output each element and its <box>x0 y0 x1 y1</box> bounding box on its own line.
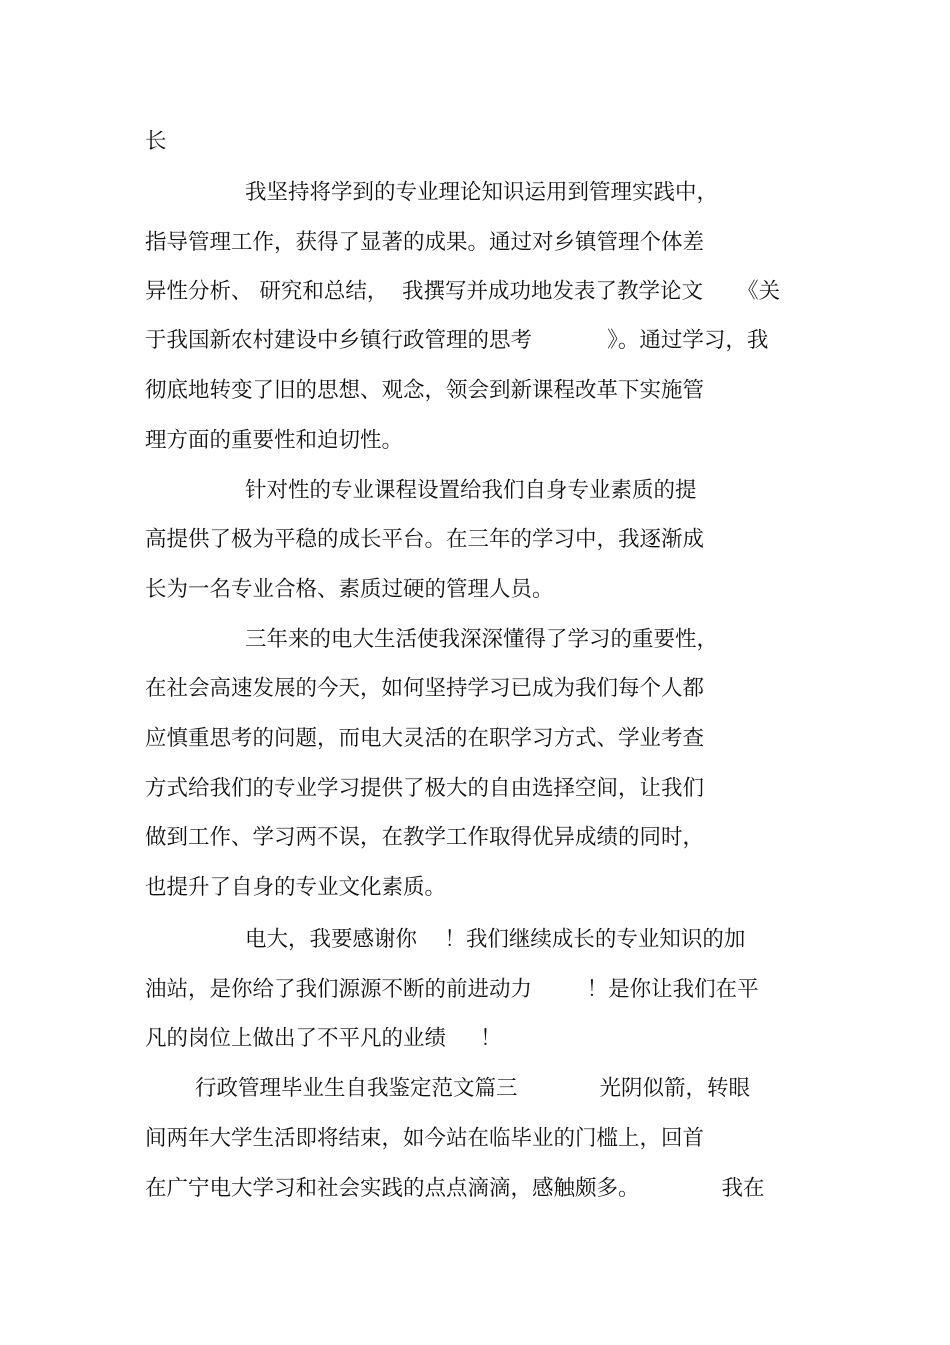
text-line: 于我国新农村建设中乡镇行政管理的思考 》。通过学习，我 <box>145 328 769 353</box>
text-line: 在社会高速发展的今天，如何坚持学习已成为我们每个人都 <box>145 676 705 701</box>
text-line: 也提升了自身的专业文化素质。 <box>145 875 447 900</box>
text-line: 凡的岗位上做出了不平凡的业绩 ！ <box>145 1026 502 1051</box>
text-line: 在广宁电大学习和社会实践的点点滴滴，感触颇多。 我在 <box>145 1176 765 1201</box>
text-line: 高提供了极为平稳的成长平台。在三年的学习中，我逐渐成 <box>145 527 705 552</box>
text-line: 长 <box>145 129 167 154</box>
text-line: 指导管理工作，获得了显著的成果。通过对乡镇管理个体差 <box>145 230 705 255</box>
text-line: 电大，我要感谢你 ！我们继续成长的专业知识的加 <box>245 927 746 952</box>
text-line: 方式给我们的专业学习提供了极大的自由选择空间，让我们 <box>145 776 705 801</box>
text-line: 油站，是你给了我们源源不断的前进动力 ！是你让我们在平 <box>145 977 759 1002</box>
text-line: 做到工作、学习两不误，在教学工作取得优异成绩的同时， <box>145 825 705 850</box>
text-line: 长为一名专业合格、素质过硬的管理人员。 <box>145 577 554 602</box>
text-line: 三年来的电大生活使我深深懂得了学习的重要性， <box>245 627 719 652</box>
text-line: 行政管理毕业生自我鉴定范文篇三 光阴似箭，转眼 <box>195 1076 751 1101</box>
text-line: 我坚持将学到的专业理论知识运用到管理实践中， <box>245 180 719 205</box>
text-line: 异性分析、 研究和总结， 我撰写并成功地发表了教学论文 《关 <box>145 279 781 304</box>
text-line: 应慎重思考的问题，而电大灵活的在职学习方式、学业考查 <box>145 726 705 751</box>
text-line: 彻底地转变了旧的思想、观念，领会到新课程改革下实施管 <box>145 378 705 403</box>
text-line: 间两年大学生活即将结束，如今站在临毕业的门槛上，回首 <box>145 1126 705 1151</box>
text-line: 针对性的专业课程设置给我们自身专业素质的提 <box>245 478 697 503</box>
text-line: 理方面的重要性和迫切性。 <box>145 428 404 453</box>
